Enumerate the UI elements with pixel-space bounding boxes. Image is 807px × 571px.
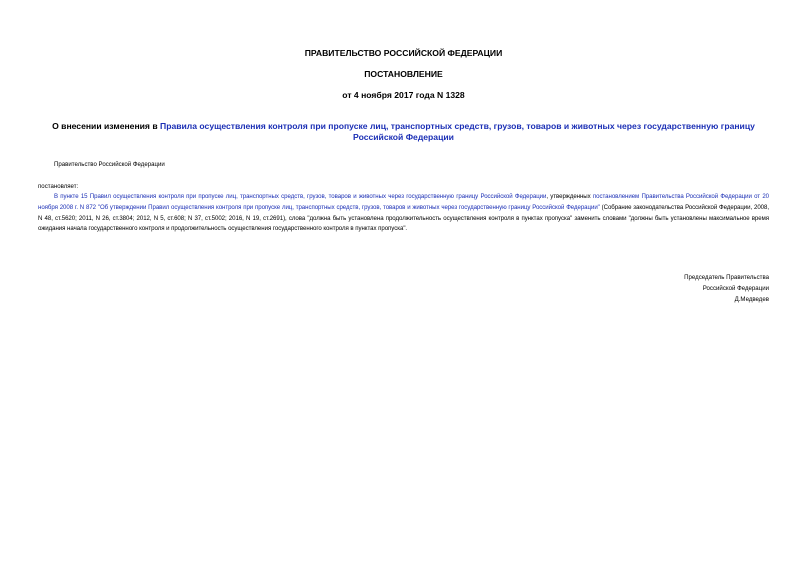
body-text-rest: (Собрание законодательства Российской Федерации, 2008, N 48, ст.5620; 2011, N 26, ст.3804; 2012, N 5, ст.608; N 37, ст.5002; 2016, N 19, ст.2691), слова "должна быть установлена продолжительность осуществления контроля в пунктах пропуска" заменить словами "должны быть установлены максимальное время ожидания начала государственного контроля и продолжительность осуществления государственного контроля в пунктах пропуска". bbox=[38, 203, 769, 233]
header-doc-type: ПОСТАНОВЛЕНИЕ bbox=[364, 69, 443, 79]
body-text-approved: , утвержденных bbox=[546, 193, 593, 200]
subject-prefix: О внесении изменения в bbox=[52, 121, 161, 131]
signature-title-line1: Председатель Правительства bbox=[684, 274, 769, 281]
rules-point-15-link[interactable]: В пункте 15 Правил осуществления контроля при пропуске лиц, транспортных средств, грузов, товаров и животных через государственную границу Российской Федерации bbox=[54, 193, 547, 200]
signature-title-line2: Российской Федерации bbox=[702, 285, 769, 292]
government-line: Правительство Российской Федерации bbox=[54, 161, 165, 168]
subject-rules-link[interactable]: Правила осуществления контроля при пропуске лиц, транспортных средств, грузов, товаров и животных через государственную границу Российской Федерации bbox=[160, 121, 755, 142]
signature-name: Д.Медведев bbox=[734, 296, 769, 303]
document-subject bbox=[38, 121, 769, 143]
header-date-number: от 4 ноября 2017 года N 1328 bbox=[342, 90, 465, 100]
body-paragraph bbox=[38, 192, 769, 235]
resolution-872-link[interactable]: постановлением Правительства Российской Федерации от 20 ноября 2008 г. N 872 "Об утверждении Правил осуществления контроля при пропуске лиц, транспортных средств, грузов, товаров и животных через государственную границу Российской Федерации" bbox=[38, 193, 770, 211]
header-government: ПРАВИТЕЛЬСТВО РОССИЙСКОЙ ФЕДЕРАЦИИ bbox=[304, 48, 503, 58]
resolves-line: постановляет: bbox=[38, 183, 79, 190]
